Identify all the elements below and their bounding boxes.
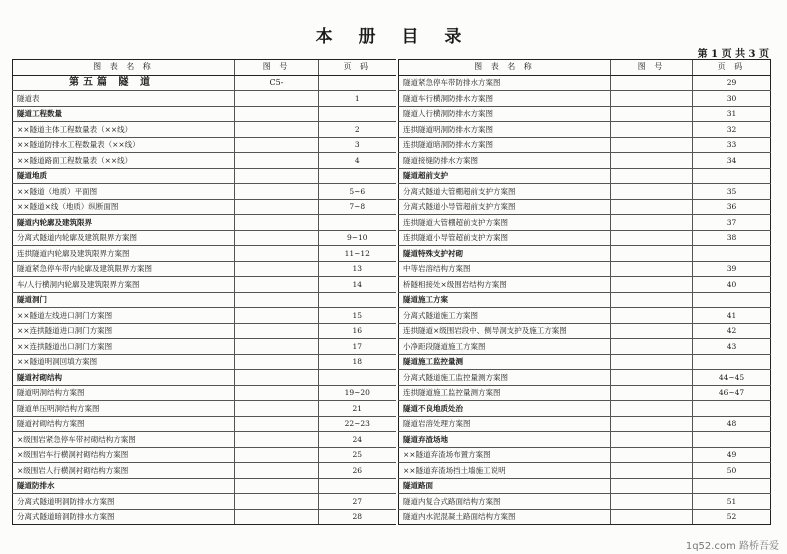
entry-code	[611, 199, 693, 215]
entry-code	[235, 277, 319, 293]
category-row	[399, 432, 771, 448]
entry-page: 28	[319, 509, 396, 525]
entry-name: 分离式隧道内轮廓及建筑限界方案图	[13, 230, 235, 246]
entry-name: 隧道路面	[399, 478, 611, 494]
entry-code	[611, 277, 693, 293]
entry-code	[611, 509, 693, 525]
entry-name: ××隧道路面工程数量表（××线）	[13, 153, 235, 169]
entry-name: 分离式隧道施工监控量测方案图	[399, 370, 611, 386]
entry-code	[235, 91, 319, 107]
header-page: 页 码	[319, 60, 396, 76]
entry-code	[235, 401, 319, 417]
header-row	[399, 60, 771, 76]
table-row	[399, 416, 771, 432]
table-row	[13, 416, 396, 432]
entry-page: 40	[693, 277, 771, 293]
entry-code	[611, 339, 693, 355]
entry-page: 38	[693, 230, 771, 246]
entry-code	[611, 354, 693, 370]
entry-name: ×级围岩紧急停车带衬砌结构方案图	[13, 432, 235, 448]
entry-page	[319, 106, 396, 122]
entry-page	[693, 478, 771, 494]
table-row	[399, 91, 771, 107]
entry-code	[235, 137, 319, 153]
category-row	[399, 354, 771, 370]
table-row	[13, 246, 396, 262]
entry-page: 37	[693, 215, 771, 231]
entry-page: 41	[693, 308, 771, 324]
entry-page: 19~20	[319, 385, 396, 401]
entry-code	[235, 416, 319, 432]
header-code: 图 号	[235, 60, 319, 76]
category-row	[399, 168, 771, 184]
entry-code	[235, 494, 319, 510]
table-row	[399, 494, 771, 510]
category-row	[13, 478, 396, 494]
entry-page: 43	[693, 339, 771, 355]
table-row	[399, 339, 771, 355]
entry-code	[235, 246, 319, 262]
entry-page	[319, 75, 396, 91]
entry-code	[611, 153, 693, 169]
table-row	[399, 509, 771, 525]
entry-name: 小净距段隧道施工方案图	[399, 339, 611, 355]
entry-code	[235, 184, 319, 200]
entry-name: 隧道内复合式路面结构方案图	[399, 494, 611, 510]
entry-code	[611, 401, 693, 417]
entry-name: 隧道人行横洞防排水方案图	[399, 106, 611, 122]
entry-page: 13	[319, 261, 396, 277]
section-row	[13, 75, 396, 91]
entry-code	[235, 122, 319, 138]
entry-code	[611, 385, 693, 401]
entry-name: 隧道单压明洞结构方案图	[13, 401, 235, 417]
entry-code	[611, 261, 693, 277]
entry-page	[319, 292, 396, 308]
entry-code	[235, 308, 319, 324]
entry-code	[235, 261, 319, 277]
table-row	[399, 277, 771, 293]
entry-name: 隧道工程数量	[13, 106, 235, 122]
entry-page: 25	[319, 447, 396, 463]
entry-name: 隧道岩溶处理方案图	[399, 416, 611, 432]
entry-name: ××连拱隧道进口洞门方案图	[13, 323, 235, 339]
entry-page: 48	[693, 416, 771, 432]
watermark: 1q52.com 路桥吾爱	[685, 541, 779, 552]
toc-table-right	[398, 59, 771, 525]
entry-name: 分离式隧道明洞防排水方案图	[13, 494, 235, 510]
entry-page: 50	[693, 463, 771, 479]
entry-name: 隧道紧急停车带防排水方案图	[399, 75, 611, 91]
entry-code	[611, 308, 693, 324]
table-row	[13, 354, 396, 370]
table-row	[13, 463, 396, 479]
entry-name: 连拱隧道明洞防排水方案图	[399, 122, 611, 138]
entry-name: 连拱隧道×级围岩段中、侧导洞支护及施工方案图	[399, 323, 611, 339]
entry-code	[611, 75, 693, 91]
entry-name: 桥隧相接处×级围岩结构方案图	[399, 277, 611, 293]
table-row	[399, 106, 771, 122]
entry-page: 26	[319, 463, 396, 479]
entry-code	[611, 168, 693, 184]
entry-page: 32	[693, 122, 771, 138]
entry-code	[235, 153, 319, 169]
entry-page: 44~45	[693, 370, 771, 386]
entry-page: 17	[319, 339, 396, 355]
entry-name: 隧道洞门	[13, 292, 235, 308]
entry-code	[611, 215, 693, 231]
entry-code	[611, 494, 693, 510]
entry-code	[611, 447, 693, 463]
table-row	[399, 447, 771, 463]
entry-code	[611, 230, 693, 246]
category-row	[13, 168, 396, 184]
entry-code	[235, 370, 319, 386]
header-page: 页 码	[693, 60, 771, 76]
entry-name: 分离式隧道施工方案图	[399, 308, 611, 324]
table-row	[399, 323, 771, 339]
table-row	[399, 261, 771, 277]
entry-name: 隧道明洞结构方案图	[13, 385, 235, 401]
entry-code	[235, 323, 319, 339]
entry-name: ××隧道明洞回填方案图	[13, 354, 235, 370]
entry-page: 4	[319, 153, 396, 169]
entry-name: 隧道弃渣场地	[399, 432, 611, 448]
table-row	[399, 184, 771, 200]
entry-name: 连拱隧道暗洞防排水方案图	[399, 137, 611, 153]
table-row	[399, 370, 771, 386]
entry-page: 7~8	[319, 199, 396, 215]
table-row	[13, 277, 396, 293]
table-row	[399, 215, 771, 231]
entry-page: 15	[319, 308, 396, 324]
entry-code	[235, 354, 319, 370]
entry-page: 14	[319, 277, 396, 293]
entry-page: 33	[693, 137, 771, 153]
entry-name: 连拱隧道施工监控量测方案图	[399, 385, 611, 401]
table-row	[13, 261, 396, 277]
category-row	[13, 215, 396, 231]
table-row	[399, 122, 771, 138]
entry-page: 31	[693, 106, 771, 122]
entry-name: 隧道防排水	[13, 478, 235, 494]
category-row	[399, 246, 771, 262]
entry-name: 隧道表	[13, 91, 235, 107]
entry-page: 34	[693, 153, 771, 169]
entry-page	[693, 401, 771, 417]
entry-page	[319, 370, 396, 386]
entry-page	[693, 246, 771, 262]
entry-name: ××隧道弃渣场布置方案图	[399, 447, 611, 463]
entry-name: 分离式隧道大管棚超前支护方案图	[399, 184, 611, 200]
entry-code: C5-	[235, 75, 319, 91]
category-row	[13, 370, 396, 386]
entry-page: 39	[693, 261, 771, 277]
entry-page	[693, 354, 771, 370]
entry-page: 49	[693, 447, 771, 463]
entry-code	[235, 509, 319, 525]
entry-name: 隧道紧急停车带内轮廓及建筑限界方案图	[13, 261, 235, 277]
entry-name: ××隧道（地质）平面图	[13, 184, 235, 200]
entry-name: 连拱隧道小导管超前支护方案图	[399, 230, 611, 246]
table-row	[399, 75, 771, 91]
category-row	[399, 292, 771, 308]
table-row	[13, 339, 396, 355]
entry-name: ××隧道主体工程数量表（××线）	[13, 122, 235, 138]
entry-name: ××隧道×线（地质）纵断面图	[13, 199, 235, 215]
entry-code	[235, 199, 319, 215]
entry-name: 隧道施工方案	[399, 292, 611, 308]
entry-code	[235, 106, 319, 122]
entry-name: 隧道不良地质处治	[399, 401, 611, 417]
entry-name: 车/人行横洞内轮廓及建筑限界方案图	[13, 277, 235, 293]
category-row	[13, 106, 396, 122]
table-row	[399, 199, 771, 215]
entry-name: 隧道内轮廓及建筑限界	[13, 215, 235, 231]
entry-page: 30	[693, 91, 771, 107]
toc-table-left	[12, 59, 396, 525]
category-row	[399, 401, 771, 417]
header-name: 图 表 名 称	[399, 60, 611, 76]
header-name: 图 表 名 称	[13, 60, 235, 76]
entry-code	[611, 370, 693, 386]
entry-code	[611, 323, 693, 339]
entry-name: ×级围岩人行横洞衬砌结构方案图	[13, 463, 235, 479]
table-row	[13, 509, 396, 525]
entry-page	[319, 168, 396, 184]
table-row	[13, 199, 396, 215]
entry-name: 第五篇 隧 道	[13, 75, 235, 91]
entry-code	[235, 447, 319, 463]
entry-code	[235, 478, 319, 494]
table-row	[399, 308, 771, 324]
entry-code	[235, 432, 319, 448]
entry-page: 2	[319, 122, 396, 138]
entry-page: 11~12	[319, 246, 396, 262]
entry-code	[235, 230, 319, 246]
entry-code	[611, 246, 693, 262]
entry-code	[611, 106, 693, 122]
entry-name: 隧道内水泥混凝土路面结构方案图	[399, 509, 611, 525]
table-row	[399, 137, 771, 153]
entry-page: 24	[319, 432, 396, 448]
entry-code	[611, 432, 693, 448]
entry-name: ××隧道弃渣场挡土墙施工说明	[399, 463, 611, 479]
table-row	[13, 91, 396, 107]
entry-page: 29	[693, 75, 771, 91]
entry-name: 连拱隧道内轮廓及建筑限界方案图	[13, 246, 235, 262]
entry-page: 21	[319, 401, 396, 417]
entry-name: ×级围岩车行横洞衬砌结构方案图	[13, 447, 235, 463]
entry-page: 42	[693, 323, 771, 339]
entry-page: 9~10	[319, 230, 396, 246]
entry-name: 隧道车行横洞防排水方案图	[399, 91, 611, 107]
entry-code	[611, 122, 693, 138]
entry-name: ××连拱隧道出口洞门方案图	[13, 339, 235, 355]
entry-page: 1	[319, 91, 396, 107]
entry-code	[611, 91, 693, 107]
entry-code	[611, 184, 693, 200]
table-row	[399, 385, 771, 401]
entry-page: 35	[693, 184, 771, 200]
entry-page: 27	[319, 494, 396, 510]
entry-page	[693, 292, 771, 308]
entry-code	[235, 463, 319, 479]
table-row	[13, 447, 396, 463]
table-row	[13, 230, 396, 246]
entry-code	[611, 478, 693, 494]
entry-page: 46~47	[693, 385, 771, 401]
entry-page	[693, 168, 771, 184]
table-row	[13, 308, 396, 324]
table-row	[13, 385, 396, 401]
entry-name: 隧道施工监控量测	[399, 354, 611, 370]
table-row	[399, 463, 771, 479]
entry-code	[611, 416, 693, 432]
header-row	[13, 60, 396, 76]
entry-page: 22~23	[319, 416, 396, 432]
entry-name: 隧道地质	[13, 168, 235, 184]
entry-name: 中等岩溶结构方案图	[399, 261, 611, 277]
entry-code	[611, 137, 693, 153]
table-row	[13, 122, 396, 138]
table-row	[13, 153, 396, 169]
entry-code	[235, 339, 319, 355]
table-row	[13, 494, 396, 510]
entry-page	[319, 215, 396, 231]
table-row	[13, 432, 396, 448]
entry-page: 36	[693, 199, 771, 215]
entry-page: 51	[693, 494, 771, 510]
entry-page	[319, 478, 396, 494]
table-row	[399, 230, 771, 246]
document-title: 本 册 目 录	[315, 27, 472, 47]
header-code: 图 号	[611, 60, 693, 76]
table-row	[13, 401, 396, 417]
page-info: 第 1 页 共 3 页	[697, 49, 769, 60]
entry-name: 隧道接缝防排水方案图	[399, 153, 611, 169]
entry-name: ××隧道防排水工程数量表（××线）	[13, 137, 235, 153]
table-row	[13, 184, 396, 200]
entry-name: 隧道超前支护	[399, 168, 611, 184]
entry-code	[235, 292, 319, 308]
entry-name: 隧道衬砌结构方案图	[13, 416, 235, 432]
table-row	[13, 137, 396, 153]
entry-page	[693, 432, 771, 448]
entry-name: 隧道衬砌结构	[13, 370, 235, 386]
entry-code	[611, 292, 693, 308]
entry-name: 连拱隧道大管棚超前支护方案图	[399, 215, 611, 231]
entry-page: 16	[319, 323, 396, 339]
table-row	[13, 323, 396, 339]
entry-name: ××隧道左线进口洞门方案图	[13, 308, 235, 324]
entry-code	[611, 463, 693, 479]
category-row	[399, 478, 771, 494]
entry-code	[235, 215, 319, 231]
entry-name: 分离式隧道小导管超前支护方案图	[399, 199, 611, 215]
table-row	[399, 153, 771, 169]
entry-code	[235, 385, 319, 401]
category-row	[13, 292, 396, 308]
entry-name: 分离式隧道暗洞防排水方案图	[13, 509, 235, 525]
entry-page: 3	[319, 137, 396, 153]
entry-name: 隧道特殊支护衬砌	[399, 246, 611, 262]
entry-page: 5~6	[319, 184, 396, 200]
entry-page: 52	[693, 509, 771, 525]
entry-code	[235, 168, 319, 184]
entry-page: 18	[319, 354, 396, 370]
